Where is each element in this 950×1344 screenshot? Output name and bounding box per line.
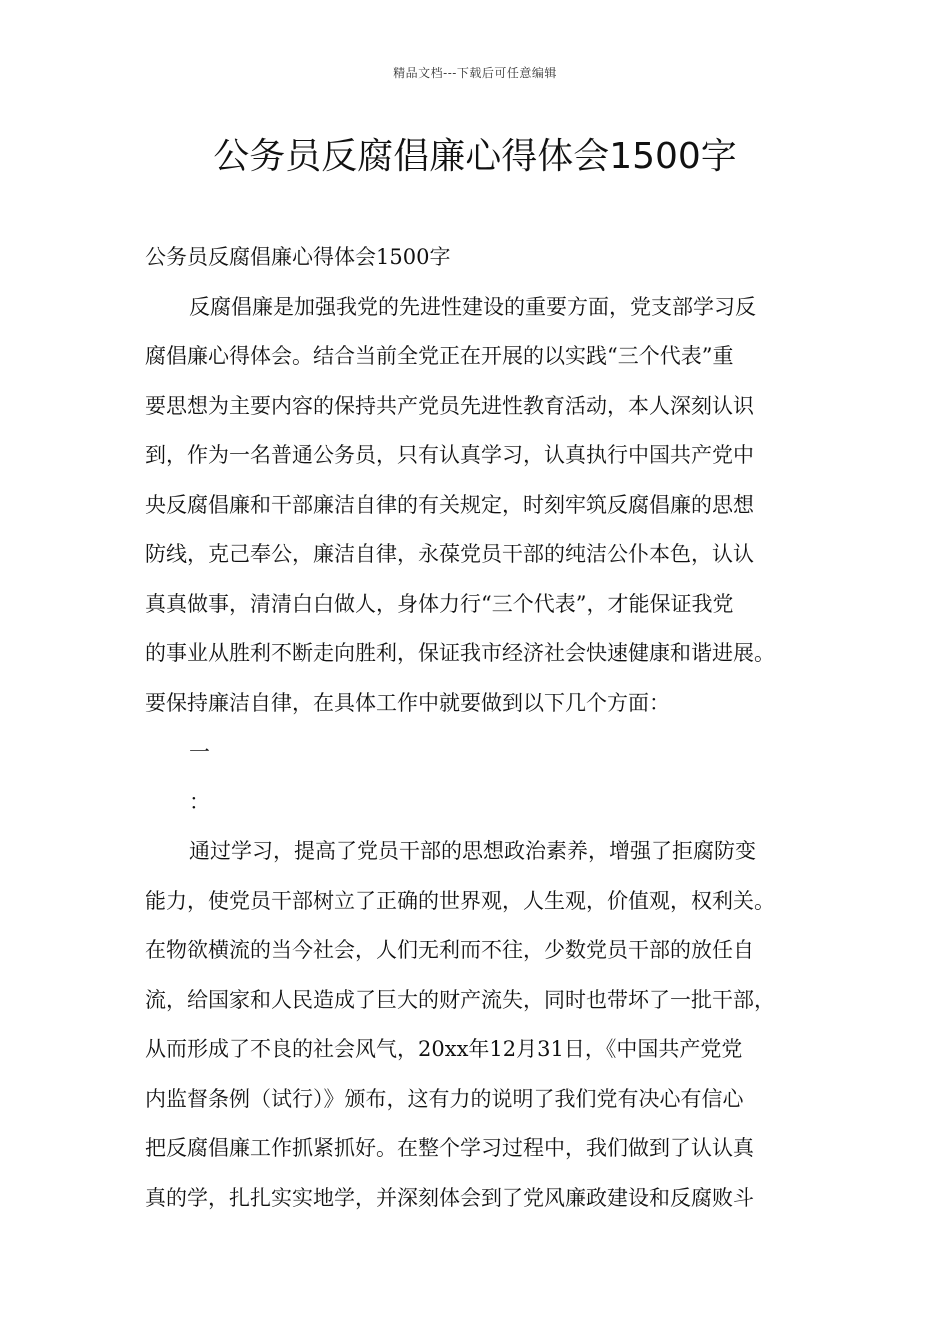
paragraph-2-line: 流，给国家和人民造成了巨大的财产流失，同时也带坏了一批干部， bbox=[145, 987, 775, 1012]
section-marker bbox=[145, 728, 825, 827]
paragraph-1-line: 的事业从胜利不断走向胜利，保证我市经济社会快速健康和谐进展。 bbox=[145, 641, 775, 665]
paragraph-1-line: 腐倡廉心得体会。结合当前全党正在开展的以实践“三个代表”重 bbox=[145, 344, 734, 368]
paragraph-2-line: 把反腐倡廉工作抓紧抓好。在整个学习过程中，我们做到了认认真 bbox=[145, 1136, 754, 1160]
paragraph-2-line: 从而形成了不良的社会风气，20xx年12月31日，《中国共产党党 bbox=[145, 1037, 743, 1061]
paragraph-2-line: 在物欲横流的当今社会，人们无利而不往，少数党员干部的放任自 bbox=[145, 938, 754, 962]
paragraph-1 bbox=[145, 283, 825, 729]
paragraph-1-line: 反腐倡廉是加强我党的先进性建设的重要方面，党支部学习反 bbox=[189, 294, 756, 319]
subtitle-line: 公务员反腐倡廉心得体会1500字 bbox=[145, 245, 451, 269]
paragraph-2-line: 能力，使党员干部树立了正确的世界观，人生观，价值观，权利关。 bbox=[145, 888, 775, 913]
document-body bbox=[145, 233, 825, 1223]
paragraph-1-line: 要保持廉洁自律，在具体工作中就要做到以下几个方面： bbox=[145, 690, 670, 715]
section-marker-number: 一 bbox=[189, 740, 210, 764]
paragraph-1-line: 要思想为主要内容的保持共产党员先进性教育活动，本人深刻认识 bbox=[145, 393, 754, 418]
paragraph-2-line: 内监督条例（试行）》颁布，这有力的说明了我们党有决心有信心 bbox=[145, 1086, 744, 1111]
paragraph-1-line: 防线，克己奉公，廉洁自律，永葆党员干部的纯洁公仆本色，认认 bbox=[145, 542, 754, 566]
header-note: 精品文档---下载后可任意编辑 bbox=[393, 66, 557, 80]
section-marker-colon: ： bbox=[189, 789, 210, 814]
paragraph-2-line: 通过学习，提高了党员干部的思想政治素养，增强了拒腐防变 bbox=[189, 839, 756, 863]
paragraph-1-line: 真真做事，清清白白做人，身体力行“三个代表”，才能保证我党 bbox=[145, 591, 734, 616]
document-title: 公务员反腐倡廉心得体会1500字 bbox=[213, 136, 737, 177]
paragraph-1-line: 央反腐倡廉和干部廉洁自律的有关规定，时刻牢筑反腐倡廉的思想 bbox=[145, 492, 754, 517]
paragraph-1-line: 到，作为一名普通公务员，只有认真学习，认真执行中国共产党中 bbox=[145, 443, 754, 467]
paragraph-2 bbox=[145, 827, 825, 1223]
paragraph-2-line: 真的学，扎扎实实地学，并深刻体会到了党风廉政建设和反腐败斗 bbox=[145, 1185, 754, 1210]
